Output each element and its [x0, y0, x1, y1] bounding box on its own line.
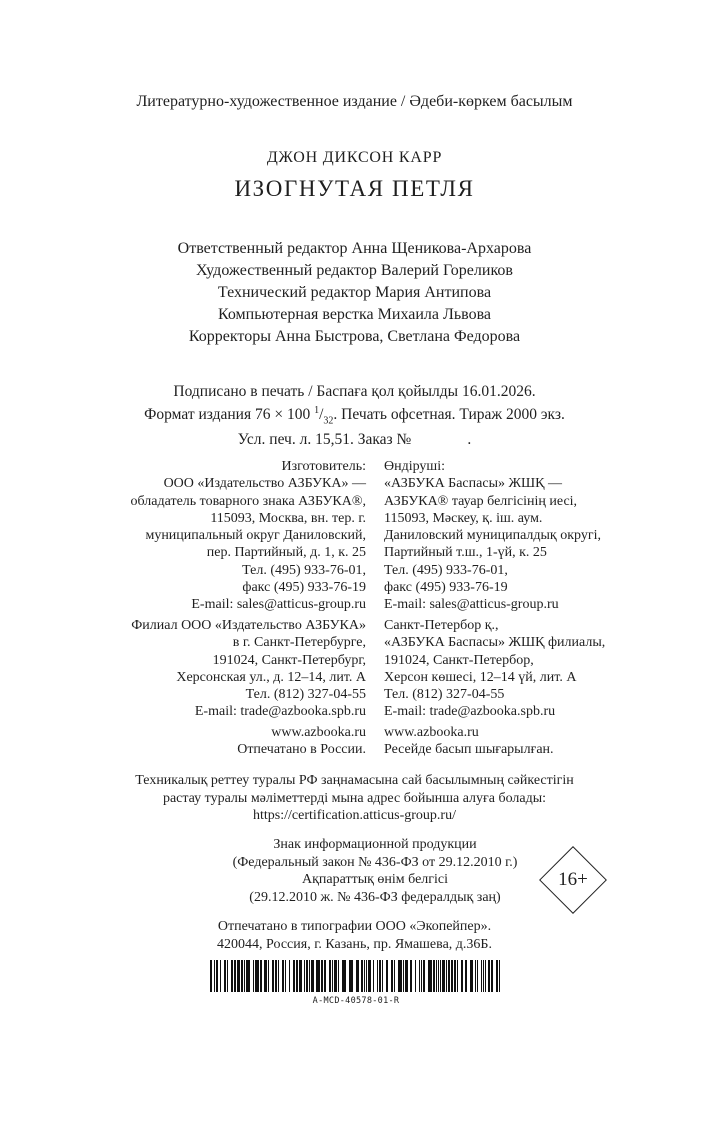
barcode-bar	[475, 960, 476, 992]
barcode-bar	[477, 960, 478, 992]
edition-type-text: Литературно-художественное издание / Әдеби-көркем басылым	[136, 93, 573, 110]
barcode-bar	[368, 960, 371, 992]
barcode-bar	[499, 960, 500, 992]
barcode-bar	[210, 960, 212, 992]
printed-in-kz: Ресейде басып шығарылған.	[384, 742, 554, 758]
barcode-bar	[465, 960, 467, 992]
info-sign-line: (Федеральный закон № 436-ФЗ от 29.12.2010 г.)	[232, 854, 518, 870]
manufacturer-kz-line: Даниловский муниципалдық округі,	[384, 528, 601, 544]
branch-kz-line: Херсон көшесі, 12–14 үй, лит. А	[384, 669, 577, 685]
barcode-bar	[289, 960, 290, 992]
barcode-bar	[410, 960, 412, 992]
certification-url: https://certification.atticus-group.ru/	[253, 808, 456, 823]
barcode-bar	[264, 960, 267, 992]
signed-to-print: Подписано в печать / Баспаға қол қойылды 16.01.2026.	[173, 383, 536, 400]
manufacturer-ru	[131, 458, 366, 614]
website-kz: www.azbooka.ru	[384, 725, 479, 740]
branch-ru-line: в г. Санкт-Петербурге,	[232, 635, 366, 651]
info-sign-line: (29.12.2010 ж. № 436-ФЗ федералдық заң)	[249, 889, 501, 905]
barcode-bar	[285, 960, 286, 992]
barcode-bar	[470, 960, 473, 992]
format-denominator: 32	[323, 415, 334, 427]
barcode-bar	[428, 960, 432, 992]
barcode-bar	[309, 960, 310, 992]
barcode-bar	[306, 960, 308, 992]
manufacturer-kz-line: «АЗБУКА Баспасы» ЖШҚ —	[384, 476, 562, 492]
barcode-bar	[481, 960, 482, 992]
age-rating-badge	[538, 845, 608, 915]
barcode-bar	[436, 960, 437, 992]
manufacturer-kz-line: Партийный т.ш., 1-үй, к. 25	[384, 545, 547, 561]
info-sign-line: Знак информационной продукции	[273, 837, 477, 852]
barcode-bar	[272, 960, 274, 992]
branch-ru-line: Херсонская ул., д. 12–14, лит. А	[176, 669, 366, 685]
barcode-bar	[366, 960, 367, 992]
barcode-bar	[398, 960, 402, 992]
barcode-bar	[329, 960, 331, 992]
barcode-bar	[379, 960, 381, 992]
barcode-bar	[496, 960, 498, 992]
barcode-bar	[394, 960, 395, 992]
barcode-bar	[391, 960, 393, 992]
manufacturer-kz-line: факс (495) 933-76-19	[384, 580, 508, 596]
barcode-bar	[433, 960, 435, 992]
barcode-bar	[332, 960, 333, 992]
editor-line: Корректоры Анна Быстрова, Светлана Федорова	[188, 328, 521, 345]
barcode-bar	[244, 960, 245, 992]
manufacturer-ru-line: обладатель товарного знака АЗБУКА®,	[130, 493, 366, 509]
manufacturer-kz	[384, 458, 601, 614]
author	[0, 148, 709, 168]
manufacturer-kz-email: E-mail: sales@atticus-group.ru	[384, 597, 559, 613]
editor-line: Художественный редактор Валерий Гореликов	[196, 262, 513, 279]
manufacturer-kz-line: Тел. (495) 933-76-01,	[384, 562, 508, 578]
manufacturer-ru-line: факс (495) 933-76-19	[242, 580, 366, 596]
barcode-bar	[382, 960, 383, 992]
branch-kz-line: «АЗБУКА Баспасы» ЖШҚ филиалы,	[384, 635, 606, 651]
author-name: ДЖОН ДИКСОН КАРР	[266, 149, 443, 166]
barcode-bar	[438, 960, 439, 992]
barcode-bar	[234, 960, 236, 992]
barcode-bar	[373, 960, 374, 992]
barcode-bar	[268, 960, 269, 992]
branch-kz-line: 191024, Санкт-Петербор,	[384, 652, 534, 668]
barcode-bar	[448, 960, 450, 992]
barcode-bar	[253, 960, 254, 992]
barcode-bar	[311, 960, 314, 992]
footer-ru	[237, 724, 366, 759]
barcode	[210, 960, 502, 992]
branch-ru-line: Тел. (812) 327-04-55	[245, 687, 366, 703]
edition-type	[0, 92, 709, 112]
branch-ru-line: Филиал ООО «Издательство АЗБУКА»	[131, 618, 366, 633]
barcode-bar	[405, 960, 408, 992]
info-product-sign	[200, 836, 550, 906]
format-prefix: Формат издания 76 × 100	[144, 406, 315, 424]
barcode-bar	[224, 960, 226, 992]
branch-ru-line: 191024, Санкт-Петербург,	[212, 652, 366, 668]
manufacturer-kz-line: Өндіруші:	[384, 459, 445, 474]
order-text: Усл. печ. л. 15,51. Заказ №	[237, 431, 412, 449]
book-title	[0, 174, 709, 204]
barcode-bar	[338, 960, 339, 992]
barcode-bar	[241, 960, 243, 992]
manufacturer-ru-line: 115093, Москва, вн. тер. г.	[210, 510, 366, 526]
barcode-bar	[237, 960, 240, 992]
branch-kz-line: Санкт-Петербор қ.,	[384, 618, 499, 633]
barcode-bar	[423, 960, 425, 992]
barcode-bar	[403, 960, 404, 992]
barcode-bar	[334, 960, 337, 992]
barcode-bar	[364, 960, 365, 992]
barcode-bar	[483, 960, 484, 992]
barcode-bar	[324, 960, 326, 992]
barcode-bar	[454, 960, 456, 992]
barcode-bar	[231, 960, 233, 992]
manufacturer-ru-line: муниципальный округ Даниловский,	[145, 528, 366, 544]
editor-line: Технический редактор Мария Антипова	[217, 284, 492, 301]
barcode-bar	[278, 960, 279, 992]
manufacturer-kz-line: АЗБУКА® тауар белгісінің иесі,	[384, 493, 578, 509]
footer-kz	[384, 724, 554, 759]
barcode-bar	[419, 960, 420, 992]
printed-in-ru: Отпечатано в России.	[237, 742, 366, 758]
branch-kz-email: E-mail: trade@azbooka.spb.ru	[384, 704, 556, 720]
manufacturer-ru-line: пер. Партийный, д. 1, к. 25	[206, 545, 366, 561]
branch-kz-line: Тел. (812) 327-04-55	[384, 687, 505, 703]
barcode-bar	[255, 960, 259, 992]
barcode-bar	[491, 960, 493, 992]
barcode-bar	[260, 960, 262, 992]
barcode-bar	[293, 960, 295, 992]
barcode-bar	[227, 960, 228, 992]
format-suffix: . Печать офсетная. Тираж 2000 экз.	[333, 406, 565, 424]
barcode-bar	[446, 960, 447, 992]
info-sign-line: Ақпараттық өнім белгісі	[301, 872, 449, 887]
barcode-bar	[296, 960, 298, 992]
barcode-bar	[342, 960, 346, 992]
printing-house	[0, 918, 709, 953]
barcode-bar	[246, 960, 250, 992]
barcode-bar	[461, 960, 463, 992]
manufacturer-kz-line: 115093, Мәскеу, қ. іш. аум.	[384, 510, 543, 526]
barcode-bar	[275, 960, 277, 992]
manufacturer-ru-line: Тел. (495) 933-76-01,	[242, 562, 366, 578]
format-line: Формат издания 76 × 100 $^1/_{32}$. Печать офсетная. Тираж 2000 экз.	[144, 405, 565, 427]
barcode-bar	[377, 960, 378, 992]
barcode-bar	[386, 960, 388, 992]
barcode-bar	[349, 960, 353, 992]
barcode-bar	[216, 960, 218, 992]
barcode-bar	[457, 960, 458, 992]
barcode-bar	[299, 960, 302, 992]
barcode-bar	[451, 960, 453, 992]
barcode-bar	[361, 960, 363, 992]
manufacturer-ru-line: ООО «Издательство АЗБУКА» —	[163, 476, 366, 492]
printing-house-line: Отпечатано в типографии ООО «Экопейпер».	[217, 919, 492, 934]
branch-kz	[384, 617, 605, 721]
certification-line: Техникалық реттеу туралы РФ заңнамасына сай басылымның сәйкестігін	[135, 773, 574, 788]
printing-house-address: 420044, Россия, г. Казань, пр. Ямашева, д.36Б.	[217, 936, 492, 952]
barcode-bar	[304, 960, 305, 992]
manufacturer-ru-line: Изготовитель:	[281, 459, 366, 474]
branch-ru-email: E-mail: trade@azbooka.spb.ru	[194, 704, 366, 720]
format-numerator: 1	[314, 405, 320, 416]
barcode-bar	[415, 960, 416, 992]
barcode-bar	[321, 960, 323, 992]
order-end: .	[467, 431, 472, 449]
editor-line: Компьютерная верстка Михаила Львова	[217, 306, 492, 323]
barcode-bar	[488, 960, 490, 992]
website-ru: www.azbooka.ru	[271, 725, 366, 740]
barcode-bar	[440, 960, 441, 992]
barcode-bar	[356, 960, 359, 992]
book-title-text: ИЗОГНУТАЯ ПЕТЛЯ	[234, 176, 475, 201]
barcode-bar	[214, 960, 215, 992]
barcode-bar	[442, 960, 445, 992]
barcode-bar	[485, 960, 486, 992]
editor-line: Ответственный редактор Анна Щеникова-Архарова	[177, 240, 532, 257]
branch-ru	[131, 617, 366, 721]
age-rating-text: 16+	[558, 869, 588, 890]
barcode-bar	[421, 960, 422, 992]
certification-block	[0, 772, 709, 825]
certification-line: растау туралы мәліметтерді мына адрес бойынша алуға болады:	[162, 790, 547, 806]
barcode-bar	[316, 960, 320, 992]
barcode-bar	[220, 960, 221, 992]
editors-block	[0, 238, 709, 348]
barcode-code: A-MCD-40578-01-R	[312, 996, 400, 1006]
barcode-bar	[282, 960, 284, 992]
manufacturer-ru-email: E-mail: sales@atticus-group.ru	[191, 597, 366, 613]
order-line	[0, 430, 709, 449]
print-info	[0, 382, 709, 449]
